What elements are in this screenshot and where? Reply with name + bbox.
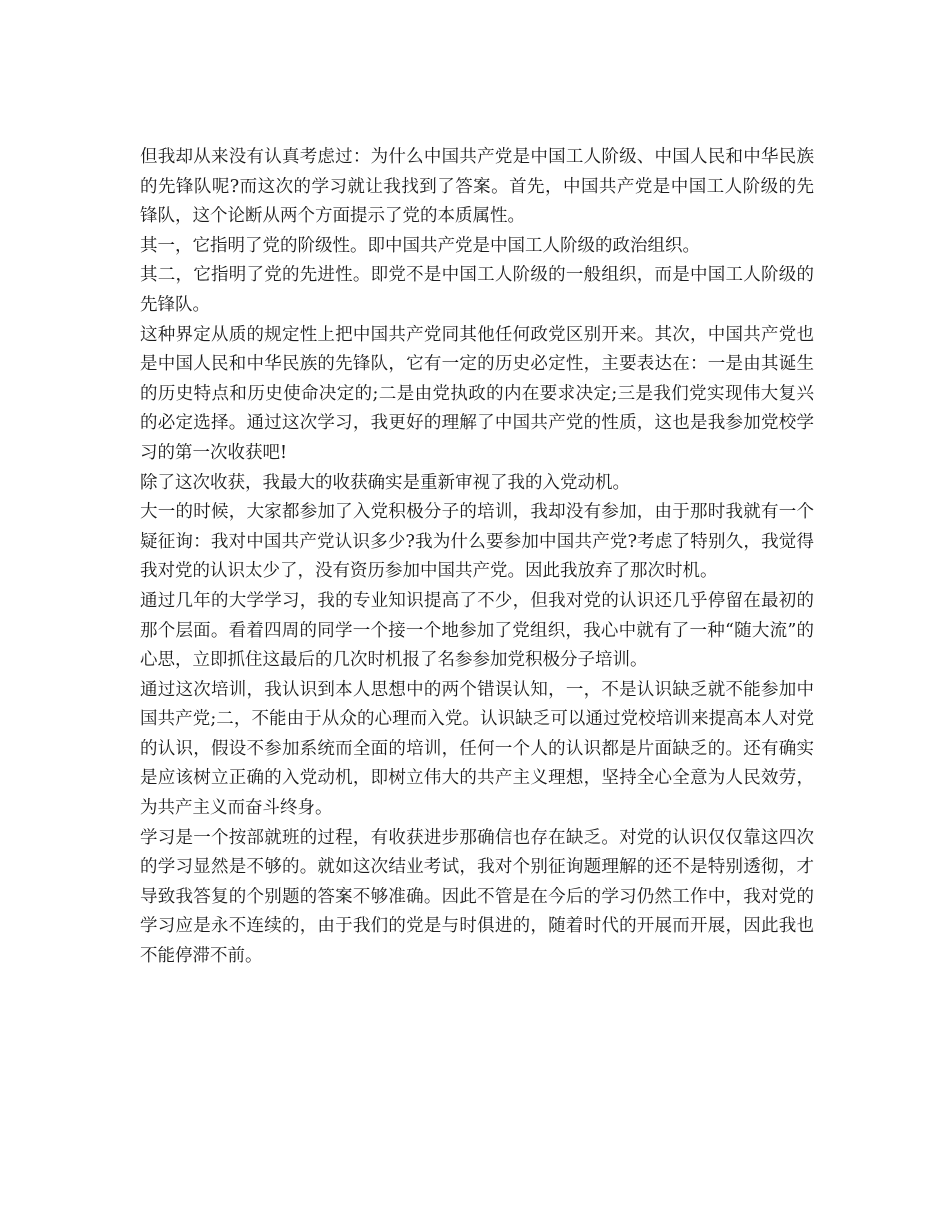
paragraph-4: 这种界定从质的规定性上把中国共产党同其他任何政党区别开来。其次，中国共产党也是中国人民和中华民族的先锋队，它有一定的历史必定性，主要表达在：一是由其诞生的历史特点和历史使命决定的;二是由党执政的内在要求决定;三是我们党实现伟大复兴的必定选择。通过这次学习，我更好的理解了中国共产党的性质，这也是我参加党校学习的第一次收获吧! [140,324,814,463]
paragraph-5: 除了这次收获，我最大的收获确实是重新审视了我的入党动机。 [140,472,630,493]
paragraph-6: 大一的时候，大家都参加了入党积极分子的培训，我却没有参加，由于那时我就有一个疑征询：我对中国共产党认识多少?我为什么要参加中国共产党?考虑了特别久，我觉得我对党的认识太少了，没有资历参加中国共产党。因此我放弃了那次时机。 [140,502,814,582]
paragraph-2: 其一，它指明了党的阶级性。即中国共产党是中国工人阶级的政治组织。 [140,235,700,256]
paragraph-9: 学习是一个按部就班的过程，有收获进步那确信也存在缺乏。对党的认识仅仅靠这四次的学习显然是不够的。就如这次结业考试，我对个别征询题理解的还不是特别透彻，才导致我答复的个别题的答案不够准确。因此不管是在今后的学习仍然工作中，我对党的学习应是永不连续的，由于我们的党是与时俱进的，随着时代的开展而开展，因此我也不能停滞不前。 [140,827,814,967]
document-body [140,143,814,972]
paragraph-1: 但我却从来没有认真考虑过：为什么中国共产党是中国工人阶级、中国人民和中华民族的先锋队呢?而这次的学习就让我找到了答案。首先，中国共产党是中国工人阶级的先锋队，这个论断从两个方面提示了党的本质属性。 [140,147,814,227]
paragraph-7: 通过几年的大学学习，我的专业知识提高了不少，但我对党的认识还几乎停留在最初的那个层面。看着四周的同学一个接一个地参加了党组织，我心中就有了一种“随大流”的心思，立即抓住这最后的几次时机报了名参参加党积极分子培训。 [140,590,814,671]
paragraph-8: 通过这次培训，我认识到本人思想中的两个错误认知，一，不是认识缺乏就不能参加中国共产党;二，不能由于从众的心理而入党。认识缺乏可以通过党校培训来提高本人对党的认识，假设不参加系统而全面的培训，任何一个人的认识都是片面缺乏的。还有确实是应该树立正确的入党动机，即树立伟大的共产主义理想，坚持全心全意为人民效劳，为共产主义而奋斗终身。 [140,679,814,819]
paragraph-3: 其二，它指明了党的先进性。即党不是中国工人阶级的一般组织，而是中国工人阶级的先锋队。 [140,265,814,315]
